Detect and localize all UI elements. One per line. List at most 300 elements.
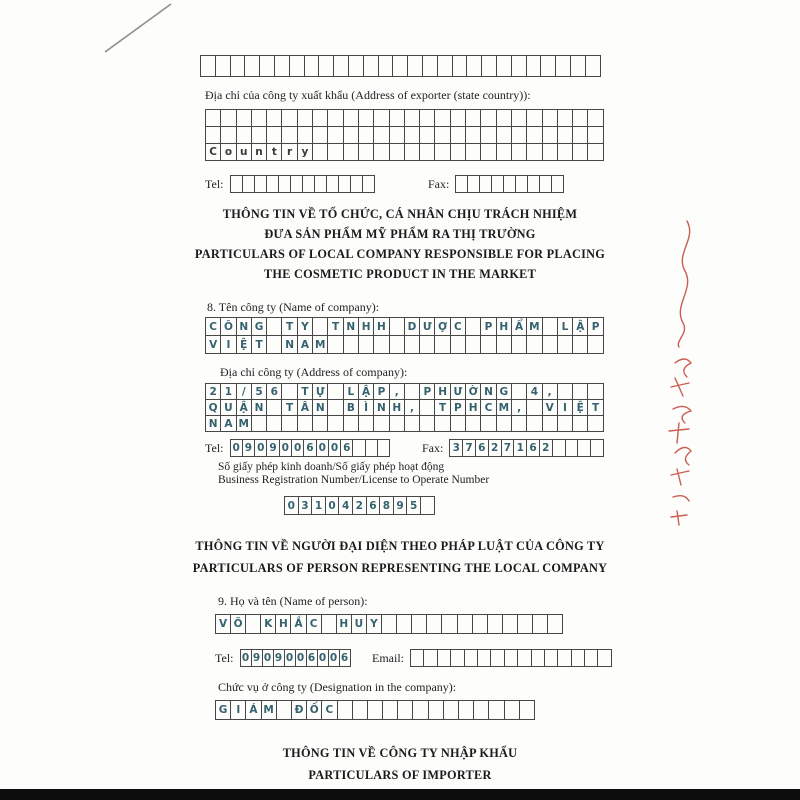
char-box [304, 55, 320, 77]
char-box [540, 55, 556, 77]
char-box [422, 55, 438, 77]
char-box [526, 55, 542, 77]
char-box: 4 [338, 496, 353, 515]
char-box [480, 415, 496, 432]
char-box [587, 383, 603, 400]
char-box: 2 [539, 439, 553, 457]
char-box: T [281, 317, 297, 336]
char-box [437, 55, 453, 77]
char-box [362, 175, 375, 193]
char-box [450, 335, 466, 354]
char-box [473, 700, 489, 720]
char-box: G [251, 317, 267, 336]
char-box [297, 415, 313, 432]
char-box [404, 109, 420, 127]
char-box [389, 143, 405, 161]
char-box: 6 [306, 649, 318, 667]
char-box [465, 126, 481, 144]
char-box: T [434, 399, 450, 416]
char-box: C [450, 317, 466, 336]
char-box: 9 [393, 496, 408, 515]
char-box [496, 55, 512, 77]
char-box [557, 109, 573, 127]
char-box: L [557, 317, 573, 336]
char-box [244, 55, 260, 77]
char-box [477, 649, 491, 667]
char-box [511, 55, 527, 77]
char-box: Ậ [358, 383, 374, 400]
char-box: o [220, 143, 236, 161]
char-box [542, 143, 558, 161]
char-box: 6 [475, 439, 489, 457]
char-box [297, 126, 313, 144]
person-name-label: 9. Họ và tên (Name of person): [218, 594, 368, 608]
char-box [487, 614, 503, 634]
char-box [544, 649, 558, 667]
char-box [373, 335, 389, 354]
char-box [352, 700, 368, 720]
exporter-tel-row [205, 175, 375, 193]
char-box: M [312, 335, 328, 354]
char-box [389, 126, 405, 144]
char-box [348, 55, 364, 77]
char-box: H [465, 399, 481, 416]
char-box [407, 55, 423, 77]
char-box: T [251, 335, 267, 354]
char-box [392, 55, 408, 77]
char-box [251, 415, 267, 432]
char-box [565, 439, 579, 457]
char-box [584, 649, 598, 667]
char-box: A [220, 415, 236, 432]
char-box [205, 126, 221, 144]
char-box: Ậ [572, 317, 588, 336]
char-box [373, 126, 389, 144]
importer-section-heading [100, 742, 700, 786]
char-box: 0 [262, 649, 274, 667]
exporter-name-boxes [200, 55, 601, 77]
char-box [434, 415, 450, 432]
char-box: C [321, 700, 337, 720]
char-box [511, 415, 527, 432]
char-box [572, 415, 588, 432]
company-tel-boxes [230, 439, 391, 457]
char-box: H [336, 614, 352, 634]
company-name-label: 8. Tên công ty (Name of company): [207, 300, 380, 314]
char-box [542, 415, 558, 432]
char-box: D [404, 317, 420, 336]
char-box [502, 614, 518, 634]
char-box [480, 143, 496, 161]
char-box: Á [245, 700, 261, 720]
exporter-fax-row [428, 175, 564, 193]
char-box [496, 126, 512, 144]
char-box [458, 700, 474, 720]
person-email-boxes [410, 649, 612, 667]
char-box [327, 399, 343, 416]
exporter-fax-boxes [455, 175, 564, 193]
char-box [577, 439, 591, 457]
char-box: y [297, 143, 313, 161]
char-box [480, 109, 496, 127]
char-box [511, 109, 527, 127]
char-box: M [526, 317, 542, 336]
char-box: Ì [358, 399, 374, 416]
char-box: I [220, 335, 236, 354]
char-box: N [343, 317, 359, 336]
char-box [378, 55, 394, 77]
company-address-row [205, 383, 604, 400]
heading-line: THÔNG TIN VỀ NGƯỜI ĐẠI DIỆN THEO PHÁP LUẬT CỦA CÔNG TY [195, 539, 605, 553]
char-box [404, 335, 420, 354]
char-box [465, 109, 481, 127]
heading-line: PARTICULARS OF LOCAL COMPANY RESPONSIBLE FOR PLACING [194, 247, 606, 261]
char-box: 0 [325, 496, 340, 515]
exporter-address-boxes [205, 109, 604, 161]
char-box [441, 614, 457, 634]
char-box [496, 109, 512, 127]
company-address-boxes [205, 383, 604, 432]
char-box [274, 55, 290, 77]
license-label-vi: Số giấy phép kinh doanh/Số giấy phép hoạt động [218, 461, 445, 473]
char-box [585, 55, 601, 77]
char-box: 9 [242, 439, 255, 457]
char-box [572, 109, 588, 127]
char-box [358, 126, 374, 144]
char-box [266, 415, 282, 432]
char-box [419, 335, 435, 354]
char-box [437, 649, 451, 667]
char-box [321, 614, 337, 634]
company-fax-boxes [449, 439, 604, 457]
char-box [434, 335, 450, 354]
char-box: 9 [251, 649, 263, 667]
char-box [542, 335, 558, 354]
char-box [517, 649, 531, 667]
char-box [389, 317, 405, 336]
char-box [266, 317, 282, 336]
char-box [389, 109, 405, 127]
char-box [450, 143, 466, 161]
char-box: 9 [273, 649, 285, 667]
char-box [526, 399, 542, 416]
char-box: Ư [419, 317, 435, 336]
char-box [367, 700, 383, 720]
char-box [312, 143, 328, 161]
char-box: 6 [340, 439, 353, 457]
char-box [381, 614, 397, 634]
char-box [281, 126, 297, 144]
char-box [472, 614, 488, 634]
char-box: Ẩ [511, 317, 527, 336]
char-box [587, 109, 603, 127]
char-box [557, 143, 573, 161]
company-name-boxes [205, 317, 604, 354]
company-tel-row [205, 439, 390, 457]
heading-line: PARTICULARS OF IMPORTER [308, 768, 492, 782]
char-box [496, 335, 512, 354]
char-box: n [251, 143, 267, 161]
char-box [365, 439, 378, 457]
char-box [423, 649, 437, 667]
char-box: C [306, 614, 322, 634]
char-box: 0 [284, 649, 296, 667]
char-box: N [281, 335, 297, 354]
char-box [259, 55, 275, 77]
char-box [519, 700, 535, 720]
char-box [404, 143, 420, 161]
char-box: 6 [366, 496, 381, 515]
char-box: M [261, 700, 277, 720]
char-box [358, 143, 374, 161]
char-box: H [389, 399, 405, 416]
char-box [496, 415, 512, 432]
char-box [411, 614, 427, 634]
char-box: T [281, 399, 297, 416]
person-tel-row [215, 649, 351, 667]
char-box: P [587, 317, 603, 336]
char-box: 2 [352, 496, 367, 515]
char-box [572, 143, 588, 161]
char-box: H [496, 317, 512, 336]
char-box: 0 [328, 439, 341, 457]
char-box: G [215, 700, 231, 720]
char-box [297, 109, 313, 127]
char-box [343, 415, 359, 432]
char-box [333, 55, 349, 77]
char-box: Ậ [236, 399, 252, 416]
char-box [465, 317, 481, 336]
local-company-section-heading [100, 204, 700, 284]
char-box: 7 [462, 439, 476, 457]
char-box: 6 [266, 383, 282, 400]
char-box [590, 439, 604, 457]
heading-line: PARTICULARS OF PERSON REPRESENTING THE LOCAL COMPANY [192, 561, 608, 575]
char-box [532, 614, 548, 634]
char-box: Ắ [290, 614, 306, 634]
char-box: L [343, 383, 359, 400]
char-box [552, 439, 566, 457]
char-box: C [205, 143, 221, 161]
char-box: Â [297, 399, 313, 416]
char-box [517, 614, 533, 634]
char-box: , [511, 399, 527, 416]
char-box [412, 700, 428, 720]
char-box [266, 109, 282, 127]
char-box [488, 700, 504, 720]
char-box [312, 109, 328, 127]
char-box [358, 109, 374, 127]
char-box [450, 126, 466, 144]
char-box: N [236, 317, 252, 336]
heading-line: THÔNG TIN VỀ TỔ CHỨC, CÁ NHÂN CHỊU TRÁCH NHIỆM [222, 207, 578, 221]
char-box: Ô [220, 317, 236, 336]
char-box: H [275, 614, 291, 634]
char-box [526, 109, 542, 127]
char-box [220, 126, 236, 144]
char-box [266, 126, 282, 144]
exporter-fax-label: Fax: [428, 176, 450, 191]
char-box: Ệ [572, 399, 588, 416]
char-box: Õ [230, 614, 246, 634]
char-box [464, 649, 478, 667]
char-box [312, 415, 328, 432]
company-address-row [205, 399, 604, 416]
char-box [557, 649, 571, 667]
char-box [419, 399, 435, 416]
char-box [450, 109, 466, 127]
char-box: Ệ [236, 335, 252, 354]
char-box [343, 143, 359, 161]
char-box [504, 649, 518, 667]
char-box: G [496, 383, 512, 400]
exporter-address-country-row [205, 143, 604, 161]
char-box [396, 614, 412, 634]
char-box: Đ [291, 700, 307, 720]
char-box [542, 126, 558, 144]
char-box: t [266, 143, 282, 161]
char-box: M [496, 399, 512, 416]
char-box [571, 649, 585, 667]
char-box: N [312, 399, 328, 416]
char-box: T [587, 399, 603, 416]
char-box [343, 126, 359, 144]
char-box [337, 700, 353, 720]
char-box: Y [297, 317, 313, 336]
char-box: 8 [379, 496, 394, 515]
char-box: 2 [488, 439, 502, 457]
char-box [245, 614, 261, 634]
char-box [587, 126, 603, 144]
char-box [557, 415, 573, 432]
char-box [276, 700, 292, 720]
char-box [289, 55, 305, 77]
char-box [373, 109, 389, 127]
char-box [465, 415, 481, 432]
char-box [542, 109, 558, 127]
char-box [236, 109, 252, 127]
char-box [526, 335, 542, 354]
person-email-label: Email: [372, 650, 404, 665]
char-box [343, 109, 359, 127]
char-box [251, 109, 267, 127]
char-box [312, 126, 328, 144]
char-box: B [343, 399, 359, 416]
char-box [511, 383, 527, 400]
char-box [526, 415, 542, 432]
char-box [373, 415, 389, 432]
char-box: N [205, 415, 221, 432]
person-designation-label: Chức vụ ở công ty (Designation in the company): [218, 680, 457, 694]
char-box: I [557, 399, 573, 416]
char-box [363, 55, 379, 77]
char-box [443, 700, 459, 720]
char-box [410, 649, 424, 667]
char-box [251, 126, 267, 144]
red-ink-annotation [645, 215, 715, 545]
char-box: N [480, 383, 496, 400]
char-box [281, 383, 297, 400]
char-box [266, 335, 282, 354]
char-box: 6 [526, 439, 540, 457]
char-box: Ố [306, 700, 322, 720]
exporter-address-row [205, 126, 604, 144]
person-name-boxes [215, 614, 563, 634]
char-box [266, 399, 282, 416]
char-box [312, 317, 328, 336]
char-box: 7 [501, 439, 515, 457]
scan-crease-line [95, 0, 185, 60]
char-box [542, 317, 558, 336]
char-box [352, 439, 365, 457]
char-box: V [205, 335, 221, 354]
char-box: 1 [220, 383, 236, 400]
char-box [404, 126, 420, 144]
company-name-row [205, 317, 604, 336]
char-box [557, 126, 573, 144]
char-box [327, 415, 343, 432]
person-email-row [372, 649, 612, 667]
char-box: U [351, 614, 367, 634]
person-tel-label: Tel: [215, 650, 234, 665]
char-box: P [373, 383, 389, 400]
char-box [220, 109, 236, 127]
char-box [358, 335, 374, 354]
char-box [511, 143, 527, 161]
heading-line: THÔNG TIN VỀ CÔNG TY NHẬP KHẨU [282, 746, 518, 760]
char-box [450, 415, 466, 432]
char-box [420, 496, 435, 515]
char-box: 0 [230, 439, 243, 457]
char-box [419, 415, 435, 432]
char-box: N [373, 399, 389, 416]
char-box: / [236, 383, 252, 400]
char-box [511, 335, 527, 354]
char-box [480, 335, 496, 354]
char-box [480, 126, 496, 144]
char-box: 0 [291, 439, 304, 457]
char-box: V [215, 614, 231, 634]
char-box: V [542, 399, 558, 416]
char-box [327, 335, 343, 354]
char-box [465, 335, 481, 354]
representative-section-heading [100, 535, 700, 579]
char-box: 0 [279, 439, 292, 457]
char-box [587, 415, 603, 432]
char-box [587, 143, 603, 161]
char-box [327, 126, 343, 144]
char-box: P [419, 383, 435, 400]
char-box [358, 415, 374, 432]
char-box [466, 55, 482, 77]
char-box [496, 143, 512, 161]
char-box: 9 [266, 439, 279, 457]
char-box [426, 614, 442, 634]
char-box [511, 126, 527, 144]
exporter-tel-boxes [230, 175, 375, 193]
char-box: , [389, 383, 405, 400]
char-box [557, 383, 573, 400]
char-box [327, 109, 343, 127]
char-box [531, 649, 545, 667]
char-box: 3 [298, 496, 313, 515]
char-box: Ự [312, 383, 328, 400]
company-tel-label: Tel: [205, 440, 224, 455]
char-box [373, 143, 389, 161]
char-box: 0 [240, 649, 252, 667]
char-box: T [297, 383, 313, 400]
char-box: 0 [295, 649, 307, 667]
